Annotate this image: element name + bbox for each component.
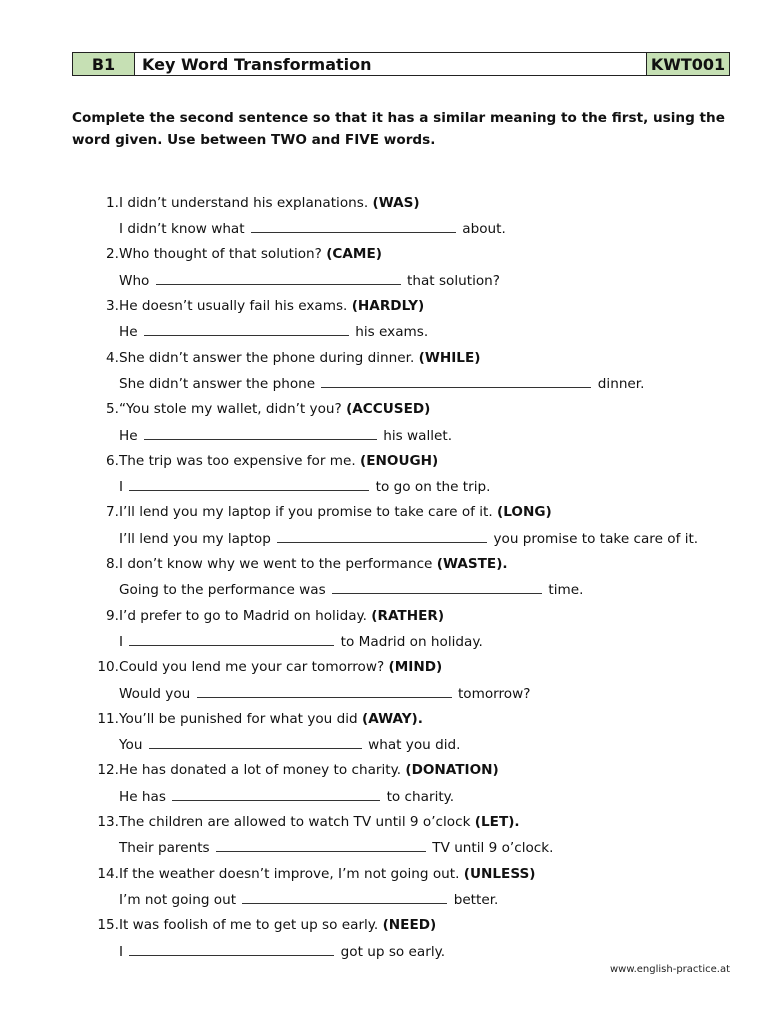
original-sentence: You’ll be punished for what you did <box>119 710 358 727</box>
original-sentence-line <box>92 345 732 371</box>
exercise-item <box>92 500 732 552</box>
answer-blank[interactable] <box>144 323 349 336</box>
sentence-suffix: his wallet. <box>383 427 453 444</box>
key-word: (DONATION) <box>405 762 499 779</box>
item-number: 7. <box>106 504 119 521</box>
instructions: Complete the second sentence so that it has a similar meaning to the first, using the word given. Use between TWO and FIVE words. <box>72 110 725 148</box>
sentence-prefix: Their parents <box>119 840 210 857</box>
sentence-prefix: She didn’t answer the phone <box>119 375 316 392</box>
exercise-item <box>92 706 732 758</box>
original-sentence-line <box>92 242 732 268</box>
original-sentence-line <box>92 551 732 577</box>
original-sentence-line <box>92 809 732 835</box>
item-number: 12. <box>97 762 119 779</box>
original-sentence-line <box>92 448 732 474</box>
sentence-prefix: I’ll lend you my laptop <box>119 530 271 547</box>
worksheet-header <box>72 52 730 76</box>
transformed-sentence-line <box>92 887 732 913</box>
item-number: 8. <box>106 556 119 573</box>
transformed-sentence-line <box>92 319 732 345</box>
sentence-prefix: I <box>119 633 124 650</box>
key-word: (WHILE) <box>418 349 481 366</box>
sentence-suffix: dinner. <box>597 375 645 392</box>
key-word: (WASTE). <box>436 556 508 573</box>
item-number: 5. <box>106 401 119 418</box>
answer-blank[interactable] <box>129 633 334 646</box>
exercise-item <box>92 758 732 810</box>
sentence-prefix: I <box>119 479 124 496</box>
sentence-suffix: his exams. <box>355 324 429 341</box>
original-sentence-line <box>92 293 732 319</box>
transformed-sentence-line <box>92 680 732 706</box>
sentence-suffix: time. <box>548 582 584 599</box>
original-sentence: The children are allowed to watch TV until 9 o’clock <box>119 814 471 831</box>
transformed-sentence-line <box>92 267 732 293</box>
sentence-prefix: I <box>119 943 124 960</box>
original-sentence-line <box>92 190 732 216</box>
original-sentence: He doesn’t usually fail his exams. <box>119 298 348 315</box>
original-sentence: I didn’t understand his explanations. <box>119 194 369 211</box>
transformed-sentence-line <box>92 371 732 397</box>
item-number: 14. <box>97 865 119 882</box>
answer-blank[interactable] <box>129 943 334 956</box>
key-word: (WAS) <box>372 194 420 211</box>
answer-blank[interactable] <box>216 839 426 852</box>
original-sentence: Who thought of that solution? <box>119 246 322 263</box>
key-word: (ENOUGH) <box>360 452 439 469</box>
sentence-prefix: He <box>119 324 138 341</box>
sentence-suffix: to charity. <box>386 788 455 805</box>
exercise-item <box>92 345 732 397</box>
original-sentence-line <box>92 912 732 938</box>
exercise-item <box>92 551 732 603</box>
answer-blank[interactable] <box>172 788 380 801</box>
answer-blank[interactable] <box>144 427 377 440</box>
transformed-sentence-line <box>92 783 732 809</box>
item-number: 2. <box>106 246 119 263</box>
exercise-item <box>92 654 732 706</box>
sentence-prefix: Going to the performance was <box>119 582 326 599</box>
sentence-suffix: better. <box>453 891 499 908</box>
item-number: 15. <box>97 917 119 934</box>
worksheet-code: KWT001 <box>647 53 729 75</box>
answer-blank[interactable] <box>277 530 487 543</box>
sentence-suffix: to go on the trip. <box>375 479 491 496</box>
footer-url: www.english-practice.at <box>609 964 730 975</box>
original-sentence: She didn’t answer the phone during dinner. <box>119 349 415 366</box>
level-badge: B1 <box>73 53 135 75</box>
key-word: (RATHER) <box>371 607 445 624</box>
item-number: 10. <box>97 659 119 676</box>
transformed-sentence-line <box>92 938 732 964</box>
exercise-item <box>92 293 732 345</box>
sentence-suffix: you promise to take care of it. <box>493 530 699 547</box>
answer-blank[interactable] <box>156 272 401 285</box>
original-sentence: I’d prefer to go to Madrid on holiday. <box>119 607 367 624</box>
sentence-prefix: Would you <box>119 685 191 702</box>
item-number: 9. <box>106 607 119 624</box>
answer-blank[interactable] <box>332 581 542 594</box>
item-number: 6. <box>106 452 119 469</box>
answer-blank[interactable] <box>321 375 591 388</box>
transformed-sentence-line <box>92 577 732 603</box>
original-sentence: I don’t know why we went to the performance <box>119 556 433 573</box>
sentence-suffix: to Madrid on holiday. <box>340 633 483 650</box>
answer-blank[interactable] <box>149 736 362 749</box>
sentence-prefix: I’m not going out <box>119 891 237 908</box>
original-sentence-line <box>92 396 732 422</box>
exercise-item <box>92 861 732 913</box>
transformed-sentence-line <box>92 525 732 551</box>
transformed-sentence-line <box>92 732 732 758</box>
exercise-list <box>92 190 732 964</box>
exercise-item <box>92 242 732 294</box>
sentence-prefix: I didn’t know what <box>119 221 245 238</box>
item-number: 13. <box>97 814 119 831</box>
sentence-prefix: He has <box>119 788 166 805</box>
answer-blank[interactable] <box>251 220 456 233</box>
exercise-item <box>92 912 732 964</box>
exercise-item <box>92 396 732 448</box>
sentence-prefix: He <box>119 427 138 444</box>
answer-blank[interactable] <box>242 891 447 904</box>
sentence-suffix: TV until 9 o’clock. <box>432 840 554 857</box>
key-word: (ACCUSED) <box>346 401 431 418</box>
original-sentence-line <box>92 500 732 526</box>
key-word: (CAME) <box>326 246 382 263</box>
sentence-prefix: You <box>119 737 143 754</box>
key-word: (MIND) <box>388 659 443 676</box>
original-sentence-line <box>92 861 732 887</box>
original-sentence: If the weather doesn’t improve, I’m not going out. <box>119 865 460 882</box>
item-number: 11. <box>97 710 119 727</box>
original-sentence: He has donated a lot of money to charity. <box>119 762 402 779</box>
exercise-item <box>92 190 732 242</box>
key-word: (NEED) <box>382 917 437 934</box>
sentence-suffix: about. <box>462 221 506 238</box>
sentence-suffix: got up so early. <box>340 943 446 960</box>
original-sentence-line <box>92 603 732 629</box>
original-sentence-line <box>92 758 732 784</box>
original-sentence: It was foolish of me to get up so early. <box>119 917 379 934</box>
key-word: (LONG) <box>497 504 552 521</box>
exercise-item <box>92 809 732 861</box>
transformed-sentence-line <box>92 474 732 500</box>
item-number: 4. <box>106 349 119 366</box>
original-sentence-line <box>92 654 732 680</box>
sentence-suffix: tomorrow? <box>457 685 531 702</box>
original-sentence-line <box>92 706 732 732</box>
sentence-suffix: what you did. <box>368 737 461 754</box>
item-number: 3. <box>106 298 119 315</box>
original-sentence: Could you lend me your car tomorrow? <box>119 659 385 676</box>
exercise-item <box>92 603 732 655</box>
original-sentence: “You stole my wallet, didn’t you? <box>119 401 342 418</box>
key-word: (UNLESS) <box>463 865 536 882</box>
transformed-sentence-line <box>92 835 732 861</box>
exercise-item <box>92 448 732 500</box>
key-word: (LET). <box>474 814 520 831</box>
transformed-sentence-line <box>92 216 732 242</box>
original-sentence: The trip was too expensive for me. <box>119 452 356 469</box>
original-sentence: I’ll lend you my laptop if you promise to take care of it. <box>119 504 493 521</box>
transformed-sentence-line <box>92 629 732 655</box>
key-word: (AWAY). <box>361 710 423 727</box>
item-number: 1. <box>106 194 119 211</box>
transformed-sentence-line <box>92 422 732 448</box>
answer-blank[interactable] <box>129 478 369 491</box>
sentence-prefix: Who <box>119 272 150 289</box>
worksheet-title: Key Word Transformation <box>135 53 647 75</box>
sentence-suffix: that solution? <box>407 272 501 289</box>
key-word: (HARDLY) <box>351 298 425 315</box>
answer-blank[interactable] <box>197 685 452 698</box>
